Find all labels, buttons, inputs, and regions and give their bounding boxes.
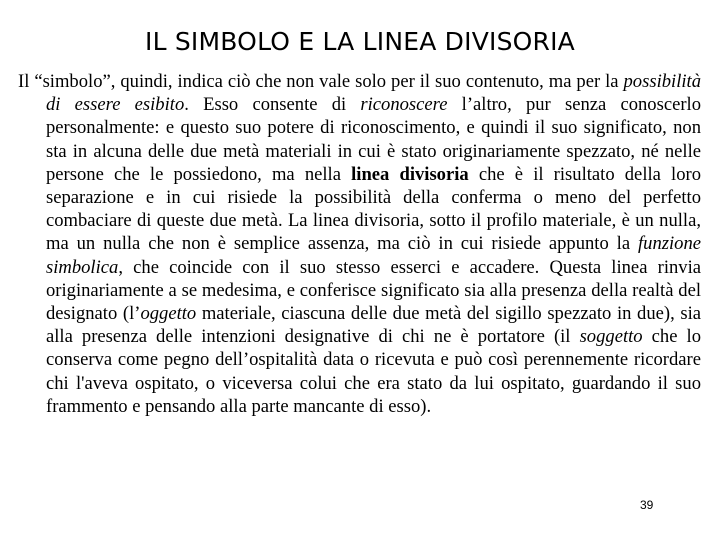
text-run: che è il risultato della loro separazione e in cui risiede la possibilità della conferma o meno del perfetto combaciare di queste due metà. La linea divisoria, sotto il profilo materiale, è un nulla, ma un nulla che non è semplice assenza, ma ciò in cui risiede appunto la [46, 163, 701, 255]
text-run: l’altro, pur senza conoscerlo personalmente: e questo suo potere di riconoscimento, e quindi il suo significato, non sta in alcuna delle due metà materiali in cui è stato originariamente spezzato, né nelle persone che le possiedono, ma nella [46, 94, 701, 185]
emphasis-possibilita: possibilità di essere esibito [46, 71, 701, 116]
emphasis-funzione-simbolica: funzione simbolica [46, 233, 701, 278]
text-run: Il “simbolo”, quindi, indica ciò che non vale solo per il suo contenuto, ma per la [18, 71, 624, 92]
text-run: . Esso consente di [184, 94, 361, 116]
emphasis-oggetto: oggetto [140, 303, 197, 325]
emphasis-soggetto: soggetto [579, 326, 643, 348]
text-run: materiale, ciascuna delle due metà del sigillo spezzato in due), sia alla presenza delle intenzioni designative di chi ne è portatore (il [46, 303, 701, 348]
body-paragraph [18, 70, 701, 418]
page-number: 39 [640, 498, 654, 512]
slide-title: IL SIMBOLO E LA LINEA DIVISORIA [145, 27, 575, 56]
text-run: , che coincide con il suo stesso esserci e accadere. Questa linea rinvia originariamente a se medesima, e conferisce significato sia alla presenza della realtà del designato (l’ [46, 256, 701, 325]
emphasis-linea-divisoria: linea divisoria [351, 163, 469, 185]
text-run: che lo conserva come pegno dell’ospitalità data o ricevuta e può così perennemente ricordare chi l'aveva ospitato, o viceversa colui che era stato da lui ospitato, guardando il suo frammento e pensando alla parte mancante di esso). [46, 326, 702, 417]
emphasis-riconoscere: riconoscere [360, 94, 448, 116]
